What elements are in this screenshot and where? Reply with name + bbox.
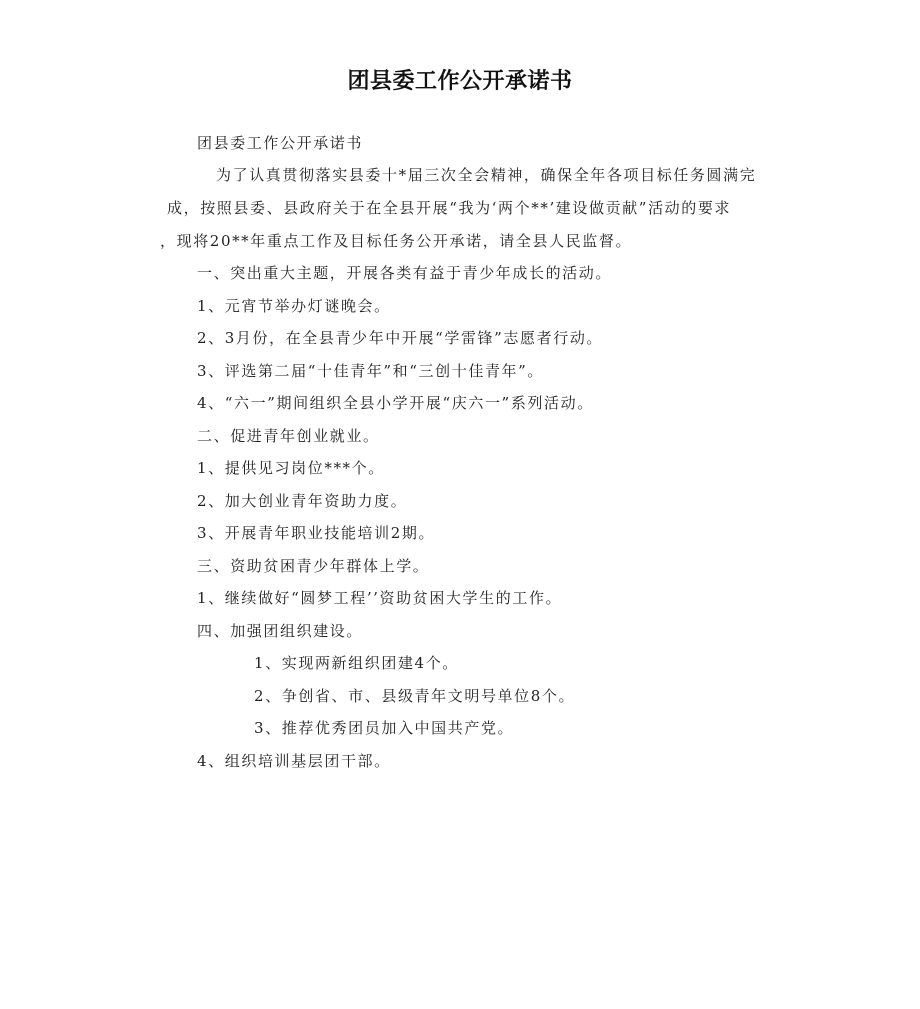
intro-line-3: ，现将20**年重点工作及目标任务公开承诺，请全县人民监督。 (160, 232, 633, 250)
list-item: 4、组织培训基层团干部。 (197, 752, 391, 770)
list-item: 2、3月份，在全县青少年中开展“学雷锋”志愿者行动。 (197, 329, 604, 347)
list-item: 1、继续做好“圆梦工程’’资助贫困大学生的工作。 (197, 589, 563, 607)
document-title: 团县委工作公开承诺书 (347, 69, 573, 94)
list-item: 1、元宵节举办灯谜晚会。 (197, 297, 391, 315)
section-heading-1: 一、突出重大主题，开展各类有益于青少年成长的活动。 (197, 264, 613, 282)
section-heading-3: 三、资助贫困青少年群体上学。 (197, 557, 430, 575)
intro-line-1: 为了认真贯彻落实县委十*届三次全会精神，确保全年各项目标任务圆满完 (216, 166, 757, 184)
list-item: 2、争创省、市、县级青年文明号单位8个。 (254, 687, 576, 705)
list-item: 3、推荐优秀团员加入中国共产党。 (254, 719, 515, 737)
section-heading-2: 二、促进青年创业就业。 (197, 427, 380, 445)
section-heading-4: 四、加强团组织建设。 (197, 622, 364, 640)
intro-line-2: 成，按照县委、县政府关于在全县开展“我为‘两个**’建设做贡献”活动的要求 (167, 199, 732, 217)
document-subtitle: 团县委工作公开承诺书 (197, 134, 364, 152)
list-item: 3、评选第二届“十佳青年”和“三创十佳青年”。 (197, 362, 545, 380)
list-item: 3、开展青年职业技能培训2期。 (197, 524, 436, 542)
list-item: 1、实现两新组织团建4个。 (254, 654, 459, 672)
list-item: 4、“六一”期间组织全县小学开展“庆六一”系列活动。 (197, 394, 594, 412)
list-item: 2、加大创业青年资助力度。 (197, 492, 408, 510)
list-item: 1、提供见习岗位***个。 (197, 459, 385, 477)
